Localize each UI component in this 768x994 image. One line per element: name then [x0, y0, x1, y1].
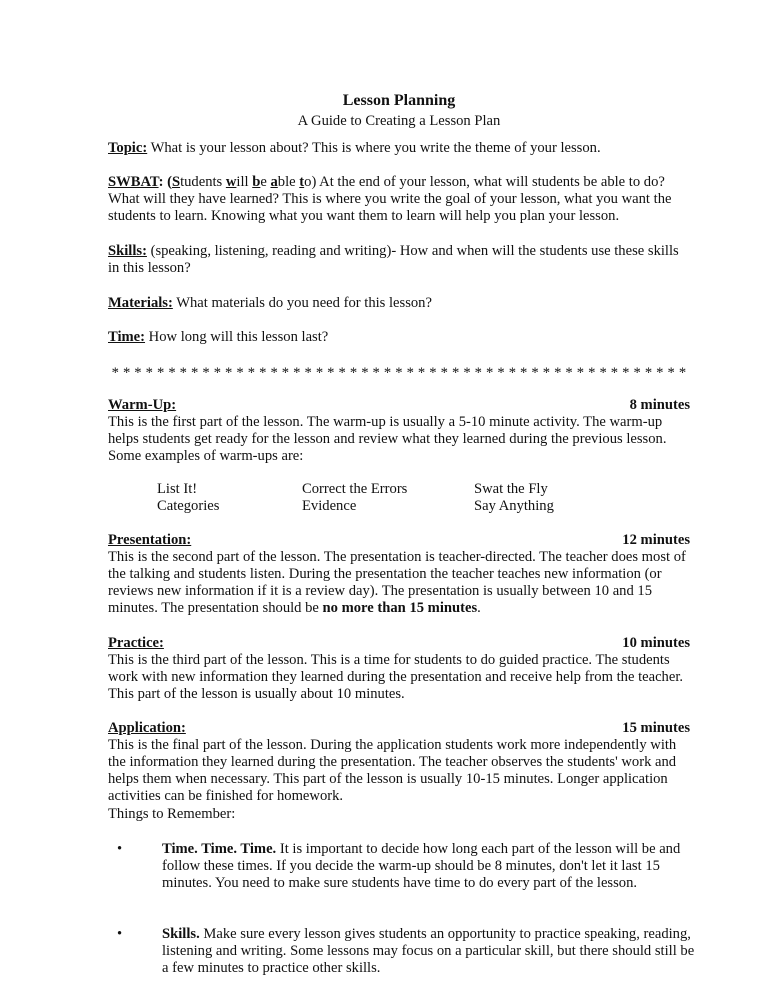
- remember-item: [162, 841, 702, 892]
- skills-label: Skills:: [108, 243, 147, 259]
- warmup-section: [108, 397, 690, 465]
- remember-heading: Things to Remember:: [108, 806, 236, 822]
- warmup-label: Warm-Up:: [108, 397, 177, 413]
- time-label: Time:: [108, 329, 146, 345]
- swbat-text: o) At the end of your lesson, what will students be able to do? What will they have learned? This is where you write the goal of your lesson, what you want the students to learn. Knowing what you want them to learn will help you plan your lesson.: [108, 174, 672, 224]
- presentation-bold: no more than 15 minutes: [322, 600, 478, 616]
- warmup-examples-col-2: [302, 481, 407, 515]
- swbat-text: e: [260, 174, 271, 190]
- application-minutes: 15 minutes: [622, 720, 690, 736]
- acronym-letter: w: [225, 174, 237, 190]
- materials-text: What materials do you need for this lesson?: [172, 295, 432, 311]
- example-item: Evidence: [302, 498, 357, 514]
- bullet-icon: •: [117, 841, 123, 857]
- time-section: [108, 329, 690, 346]
- presentation-text: This is the second part of the lesson. The presentation is teacher-directed. The teacher does most of the talking and students listen. During the presentation the teacher teaches new information (or reviews new information if it is a review day). The presentation is usually between 10 and 15 minutes. The presentation should be: [108, 549, 686, 616]
- time-text: How long will this lesson last?: [145, 329, 329, 345]
- skills-section: [108, 243, 690, 277]
- remember-item-lead: Skills.: [162, 926, 200, 942]
- warmup-examples-col-3: [474, 481, 554, 515]
- skills-text: (speaking, listening, reading and writing)- How and when will the students use these skills in this lesson?: [108, 243, 679, 276]
- example-item: List It!: [157, 481, 198, 497]
- remember-item-text: It is important to decide how long each part of the lesson will be and follow these times. If you decide the warm-up should be 8 minutes, don't let it last 15 minutes. You need to make sure students have time to do every part of the lesson.: [162, 841, 681, 891]
- application-text: This is the final part of the lesson. During the application students work more independently with the information they learned during the presentation. The teacher observes the students' work and helps them when necessary. This part of the lesson is usually 10-15 minutes. Longer application activities can be finished for homework.: [108, 737, 677, 804]
- swbat-section: [108, 174, 690, 225]
- practice-minutes: 10 minutes: [622, 635, 690, 651]
- swbat-text: ill: [236, 174, 253, 190]
- acronym-letter: a: [270, 174, 278, 190]
- example-item: Swat the Fly: [474, 481, 548, 497]
- swbat-text: tudents: [180, 174, 226, 190]
- acronym-letter: b: [252, 174, 261, 190]
- remember-item: [162, 926, 702, 977]
- example-item: Correct the Errors: [302, 481, 408, 497]
- swbat-colon: : (: [158, 174, 172, 190]
- presentation-minutes: 12 minutes: [622, 532, 690, 548]
- topic-text: What is your lesson about? This is where you write the theme of your lesson.: [147, 140, 601, 156]
- application-label: Application:: [108, 720, 186, 736]
- practice-section: [108, 635, 690, 703]
- example-item: Categories: [157, 498, 220, 514]
- topic-label: Topic:: [108, 140, 148, 156]
- warmup-minutes: 8 minutes: [629, 397, 690, 413]
- warmup-text: This is the first part of the lesson. The warm-up is usually a 5-10 minute activity. The warm-up helps students get ready for the lesson and review what they learned during the previous lesson. Some examples of warm-ups are:: [108, 414, 667, 464]
- page-subtitle: A Guide to Creating a Lesson Plan: [297, 113, 501, 129]
- presentation-label: Presentation:: [108, 532, 192, 548]
- example-item: Say Anything: [474, 498, 554, 514]
- practice-text: This is the third part of the lesson. This is a time for students to do guided practice. The students work with new information they learned during the presentation and receive help from the teacher. This part of the lesson is usually about 10 minutes.: [108, 652, 684, 702]
- remember-item-lead: Time. Time. Time.: [162, 841, 277, 857]
- application-section: [108, 720, 690, 805]
- warmup-examples-col-1: [157, 481, 219, 515]
- presentation-end: .: [477, 600, 481, 616]
- bullet-icon: •: [117, 926, 123, 942]
- materials-section: [108, 295, 690, 312]
- remember-item-text: Make sure every lesson gives students an opportunity to practice speaking, reading, listening and writing. Some lessons may focus on a particular skill, but there should still be a few minutes to practice other skills.: [162, 926, 695, 976]
- acronym-letter: S: [171, 174, 181, 190]
- topic-section: [108, 140, 690, 157]
- presentation-section: [108, 532, 690, 617]
- swbat-label: SWBAT: [108, 174, 159, 190]
- page-title: Lesson Planning: [342, 92, 456, 109]
- acronym-letter: t: [299, 174, 305, 190]
- materials-label: Materials:: [108, 295, 173, 311]
- swbat-text: ble: [277, 174, 300, 190]
- practice-label: Practice:: [108, 635, 164, 651]
- star-divider: * * * * * * * * * * * * * * * * * * * * * * * * * * * * * * * * * * * * * * * * * * * * * * * * * * *: [111, 365, 687, 381]
